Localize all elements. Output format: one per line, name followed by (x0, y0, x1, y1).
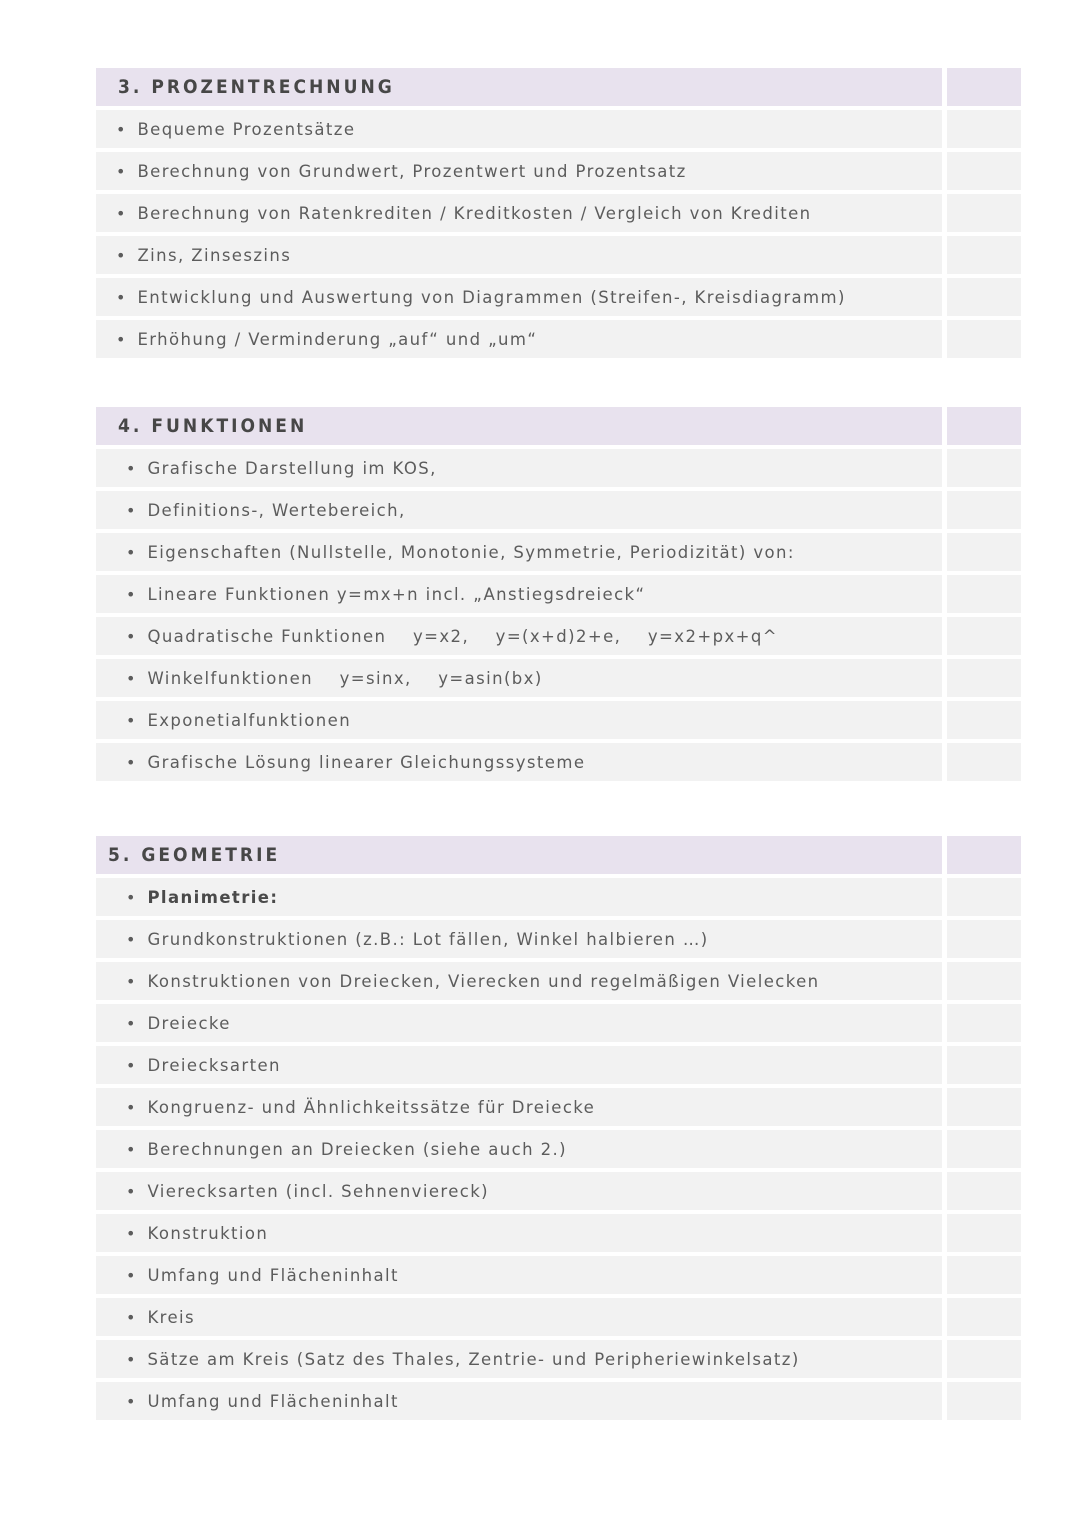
list-item (96, 1256, 1021, 1294)
list-item (96, 743, 1021, 781)
list-item (96, 1172, 1021, 1210)
list-item (96, 1046, 1021, 1084)
section-header (96, 68, 1021, 106)
checkbox-cell (947, 407, 1021, 445)
checkbox-cell (947, 68, 1021, 106)
item-text: Kreis (147, 1307, 196, 1327)
item-text: Kongruenz- und Ähnlichkeitssätze für Dreiecke (147, 1097, 596, 1117)
bullet-icon: • (126, 668, 136, 688)
item-text: Dreiecke (147, 1013, 231, 1033)
list-item (96, 575, 1021, 613)
checkbox-cell[interactable] (947, 449, 1021, 487)
list-item (96, 278, 1021, 316)
bullet-icon: • (126, 710, 136, 730)
checkbox-cell[interactable] (947, 320, 1021, 358)
list-item (96, 533, 1021, 571)
checkbox-cell[interactable] (947, 110, 1021, 148)
bullet-icon: • (126, 584, 136, 604)
item-text: Lineare Funktionen y=mx+n incl. „Anstiegsdreieck“ (147, 584, 646, 604)
list-item (96, 1340, 1021, 1378)
bullet-icon: • (126, 1349, 136, 1369)
bullet-icon: • (126, 1097, 136, 1117)
item-text: Umfang und Flächeninhalt (147, 1265, 399, 1285)
list-item (96, 1298, 1021, 1336)
list-item (96, 1088, 1021, 1126)
list-item (96, 1214, 1021, 1252)
checkbox-cell[interactable] (947, 278, 1021, 316)
item-text: Konstruktion (147, 1223, 269, 1243)
checkbox-cell[interactable] (947, 1004, 1021, 1042)
checkbox-cell[interactable] (947, 701, 1021, 739)
bullet-icon: • (126, 1307, 136, 1327)
checkbox-cell (947, 836, 1021, 874)
item-text: Eigenschaften (Nullstelle, Monotonie, Symmetrie, Periodizität) von: (147, 542, 795, 562)
bullet-icon: • (116, 245, 126, 265)
item-text: Berechnung von Grundwert, Prozentwert und Prozentsatz (137, 161, 687, 181)
checkbox-cell[interactable] (947, 1382, 1021, 1420)
bullet-icon: • (116, 287, 126, 307)
section-title: 4. FUNKTIONEN (118, 415, 308, 437)
list-item (96, 962, 1021, 1000)
checkbox-cell[interactable] (947, 962, 1021, 1000)
bullet-icon: • (126, 1265, 136, 1285)
item-text: Quadratische Funktionen y=x2, y=(x+d)2+e, y=x2+px+q^ (147, 626, 778, 646)
checkbox-cell[interactable] (947, 1340, 1021, 1378)
bullet-icon: • (126, 1013, 136, 1033)
checkbox-cell[interactable] (947, 920, 1021, 958)
bullet-icon: • (126, 1139, 136, 1159)
bullet-icon: • (126, 542, 136, 562)
bullet-icon: • (116, 329, 126, 349)
bullet-icon: • (126, 752, 136, 772)
section-title: 5. GEOMETRIE (108, 844, 281, 866)
item-text: Sätze am Kreis (Satz des Thales, Zentrie- und Peripheriewinkelsatz) (147, 1349, 800, 1369)
list-item (96, 1130, 1021, 1168)
checkbox-cell[interactable] (947, 743, 1021, 781)
list-item (96, 152, 1021, 190)
checkbox-cell[interactable] (947, 491, 1021, 529)
list-item (96, 491, 1021, 529)
section-header (96, 836, 1021, 874)
section-prozentrechnung (96, 68, 1021, 362)
checkbox-cell[interactable] (947, 659, 1021, 697)
bullet-icon: • (126, 458, 136, 478)
section-funktionen (96, 407, 1021, 785)
bullet-icon: • (126, 1391, 136, 1411)
bullet-icon: • (126, 500, 136, 520)
item-text: Entwicklung und Auswertung von Diagrammen (Streifen-, Kreisdiagramm) (137, 287, 846, 307)
checkbox-cell[interactable] (947, 1214, 1021, 1252)
section-title-cell (96, 407, 942, 445)
checkbox-cell[interactable] (947, 1088, 1021, 1126)
list-item (96, 236, 1021, 274)
item-text: Berechnungen an Dreiecken (siehe auch 2.) (147, 1139, 567, 1159)
list-item (96, 701, 1021, 739)
item-text: Grafische Lösung linearer Gleichungssysteme (147, 752, 586, 772)
section-title-cell (96, 68, 942, 106)
list-item (96, 1004, 1021, 1042)
bullet-icon: • (126, 1055, 136, 1075)
list-item (96, 659, 1021, 697)
item-text: Umfang und Flächeninhalt (147, 1391, 399, 1411)
bullet-icon: • (116, 203, 126, 223)
checkbox-cell[interactable] (947, 575, 1021, 613)
bullet-icon: • (116, 161, 126, 181)
bullet-icon: • (116, 119, 126, 139)
section-title: 3. PROZENTRECHNUNG (118, 76, 395, 98)
item-text: Grundkonstruktionen (z.B.: Lot fällen, Winkel halbieren …) (147, 929, 709, 949)
item-text: Winkelfunktionen y=sinx, y=asin(bx) (147, 668, 543, 688)
bullet-icon: • (126, 887, 136, 907)
item-text: Berechnung von Ratenkrediten / Kreditkosten / Vergleich von Krediten (137, 203, 812, 223)
checkbox-cell[interactable] (947, 533, 1021, 571)
checkbox-cell[interactable] (947, 1172, 1021, 1210)
checkbox-cell[interactable] (947, 1130, 1021, 1168)
checkbox-cell[interactable] (947, 152, 1021, 190)
item-text: Bequeme Prozentsätze (137, 119, 356, 139)
bullet-icon: • (126, 929, 136, 949)
list-item (96, 878, 1021, 916)
list-item (96, 320, 1021, 358)
section-header (96, 407, 1021, 445)
list-item (96, 449, 1021, 487)
list-item (96, 110, 1021, 148)
section-title-cell (96, 836, 942, 874)
section-geometrie (96, 836, 1021, 1424)
item-text: Exponetialfunktionen (147, 710, 352, 730)
bullet-icon: • (126, 971, 136, 991)
item-text: Planimetrie: (147, 887, 279, 907)
bullet-icon: • (126, 1181, 136, 1201)
list-item (96, 617, 1021, 655)
checkbox-cell[interactable] (947, 878, 1021, 916)
checkbox-cell[interactable] (947, 194, 1021, 232)
checkbox-cell[interactable] (947, 617, 1021, 655)
item-text: Dreiecksarten (147, 1055, 281, 1075)
bullet-icon: • (126, 1223, 136, 1243)
item-text: Grafische Darstellung im KOS, (147, 458, 437, 478)
bullet-icon: • (126, 626, 136, 646)
list-item (96, 194, 1021, 232)
item-text: Erhöhung / Verminderung „auf“ und „um“ (137, 329, 538, 349)
item-text: Vierecksarten (incl. Sehnenviereck) (147, 1181, 490, 1201)
list-item (96, 1382, 1021, 1420)
checkbox-cell[interactable] (947, 1298, 1021, 1336)
item-text: Zins, Zinseszins (137, 245, 292, 265)
item-text: Konstruktionen von Dreiecken, Vierecken und regelmäßigen Vielecken (147, 971, 820, 991)
checkbox-cell[interactable] (947, 1046, 1021, 1084)
item-text: Definitions-, Wertebereich, (147, 500, 406, 520)
checkbox-cell[interactable] (947, 236, 1021, 274)
checkbox-cell[interactable] (947, 1256, 1021, 1294)
list-item (96, 920, 1021, 958)
